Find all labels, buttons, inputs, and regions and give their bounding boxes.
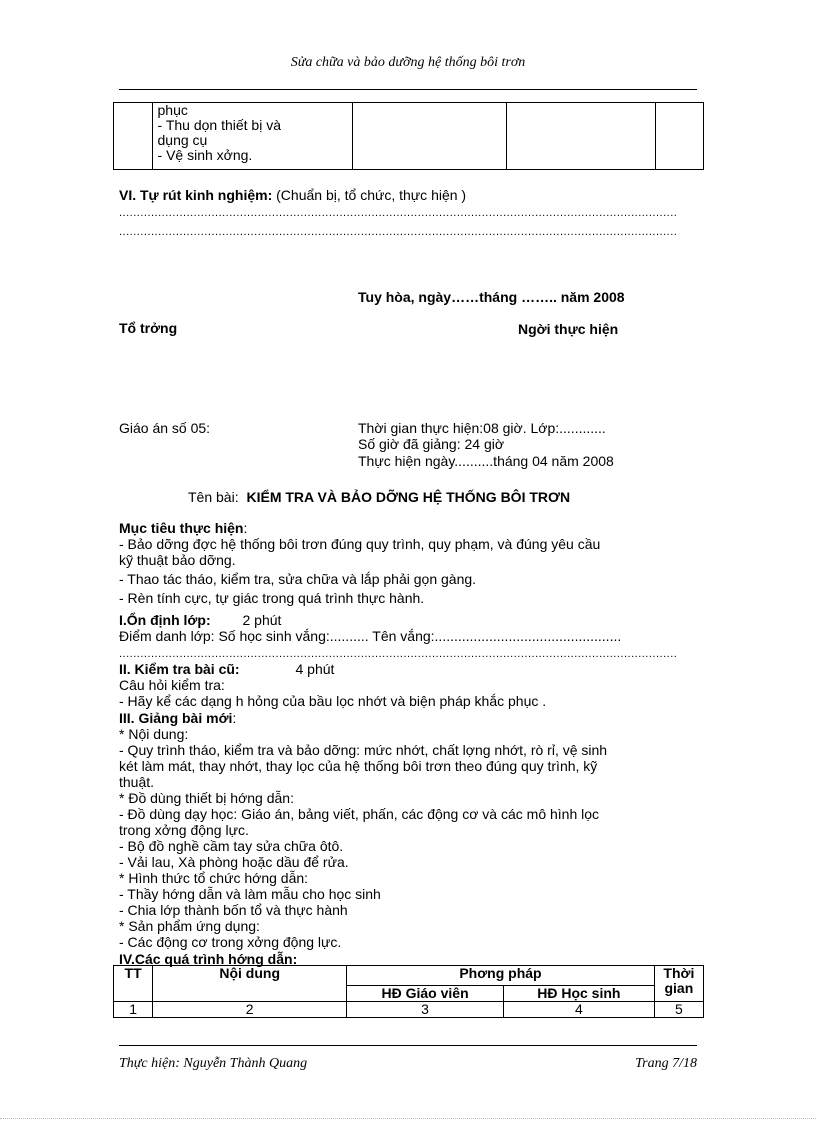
section3-text: * Đồ dùng thiết bị hớng dẫn: <box>119 790 294 806</box>
section3-text: * Hình thức tổ chức hớng dẫn: <box>119 870 309 886</box>
sub-teacher-header: HĐ Giáo viên <box>347 986 504 1002</box>
section3-text: * Nội dung: <box>119 726 189 742</box>
top-table-cell-teacher <box>353 103 507 170</box>
top-table-line: - Vệ sinh xởng. <box>157 147 253 163</box>
section1-roman: I. <box>119 612 127 628</box>
section2-text: Câu hỏi kiểm tra: <box>119 677 225 693</box>
signature-right: Ngời thực hiện <box>518 321 619 337</box>
lesson-time: Thời gian thực hiện:08 giờ. Lớp:............ <box>358 420 606 436</box>
top-table-cell-time <box>655 103 703 170</box>
section3-text: - Thầy hớng dẫn và làm mẫu cho học sinh <box>119 886 381 902</box>
section2-line <box>119 661 334 677</box>
lesson-date: Thực hiện ngày..........tháng 04 năm 2008 <box>358 453 614 469</box>
top-table-cell-student <box>507 103 655 170</box>
footer-page: Trang 7/18 <box>635 1056 697 1071</box>
section6-note: (Chuẩn bị, tổ chức, thực hiện ) <box>276 187 467 203</box>
section6-heading: VI. Tự rút kinh nghiệm: <box>119 187 273 203</box>
signature-left: Tổ trởng <box>119 320 178 336</box>
top-table-line: - Thu dọn thiết bị và <box>157 117 281 133</box>
top-table-cell-content <box>152 103 353 170</box>
row-cell: 1 <box>114 1002 153 1018</box>
section1-line <box>119 612 281 628</box>
lesson-title: KIỂM TRA VÀ BẢO DỠNG HỆ THỐNG BÔI TRƠN <box>246 489 571 505</box>
row-cell: 3 <box>347 1002 504 1018</box>
section1-heading: Ổn định lớp: <box>126 612 211 628</box>
section3-text: trong xởng động lực. <box>119 822 249 838</box>
col-tt-header: TT <box>114 966 153 1002</box>
section3-text: - Các động cơ trong xởng động lực. <box>119 934 342 950</box>
section3-heading: III. Giảng bài mới: <box>119 710 237 726</box>
row-cell: 5 <box>654 1002 703 1018</box>
page-edge <box>0 1118 816 1119</box>
objective-item: - Rèn tính cực, tự giác trong quá trình thực hành. <box>119 590 425 606</box>
lesson-hours: Số giờ đã giảng: 24 giờ <box>358 436 505 452</box>
section3-text: - Quy trình tháo, kiểm tra và bảo dỡng: mức nhớt, chất lợng nhớt, rò rỉ, vệ sinh <box>119 742 608 758</box>
objectives-heading: Mục tiêu thực hiện: <box>119 520 248 536</box>
lesson-title-label: Tên bài: <box>188 489 239 505</box>
header-rule <box>119 89 697 90</box>
footer-rule <box>119 1045 697 1046</box>
section1-time: 2 phút <box>242 612 282 628</box>
section3-text: - Vải lau, Xà phòng hoặc dầu để rửa. <box>119 854 349 870</box>
row-cell: 2 <box>153 1002 347 1018</box>
objective-item: kỹ thuật bảo dỡng. <box>119 552 236 568</box>
page-header-title: Sửa chữa và bảo dưỡng hệ thống bôi trơn <box>290 55 526 70</box>
col-content-header: Nội dung <box>153 966 347 1002</box>
attendance-line: Điểm danh lớp: Số học sinh vắng:.......... Tên vắng:................................................ <box>119 628 622 644</box>
process-table <box>113 965 704 1018</box>
dotted-line <box>119 207 677 219</box>
footer-author: Thực hiện: Nguyễn Thành Quang <box>119 1056 308 1071</box>
objective-item: - Thao tác tháo, kiểm tra, sửa chữa và lắp phải gọn gàng. <box>119 571 477 587</box>
sub-student-header: HĐ Học sinh <box>503 986 654 1002</box>
section3-text: - Đồ dùng dạy học: Giáo án, bảng viết, phấn, các động cơ và các mô hình lọc <box>119 806 600 822</box>
section3-text: thuật. <box>119 774 155 790</box>
col-time-header: Thời gian <box>654 966 703 1002</box>
section3-text: - Bộ đồ nghề cầm tay sửa chữa ôtô. <box>119 838 344 854</box>
section6-line <box>119 187 466 203</box>
top-table-line: phục <box>157 102 188 118</box>
dotted-line <box>119 648 677 660</box>
section3-text: * Sản phẩm ứng dụng: <box>119 918 260 934</box>
lesson-number: Giáo án số 05: <box>119 420 211 436</box>
signature-date: Tuy hòa, ngày……tháng …….. năm 2008 <box>358 289 625 305</box>
col-method-header: Phơng pháp <box>347 966 655 986</box>
top-table <box>113 102 704 170</box>
section2-heading: II. Kiểm tra bài cũ: <box>119 661 240 677</box>
row-cell: 4 <box>503 1002 654 1018</box>
lesson-title-line <box>188 489 570 505</box>
section2-text: - Hãy kể các dạng h hỏng của bầu lọc nhớt và biện pháp khắc phục . <box>119 693 547 709</box>
section2-time: 4 phút <box>295 661 335 677</box>
top-table-line: dụng cụ <box>157 132 208 148</box>
top-table-cell-tt <box>114 103 153 170</box>
section3-text: - Chia lớp thành bốn tổ và thực hành <box>119 902 348 918</box>
dotted-line <box>119 226 677 238</box>
section3-text: két làm mát, thay nhớt, thay lọc của hệ thống bôi trơn theo đúng quy trình, kỹ <box>119 758 598 774</box>
objective-item: - Bảo dỡng đợc hệ thống bôi trơn đúng quy trình, quy phạm, và đúng yêu cầu <box>119 536 601 552</box>
section4-heading: IV.Các quá trình hớng dẫn: <box>119 951 298 967</box>
